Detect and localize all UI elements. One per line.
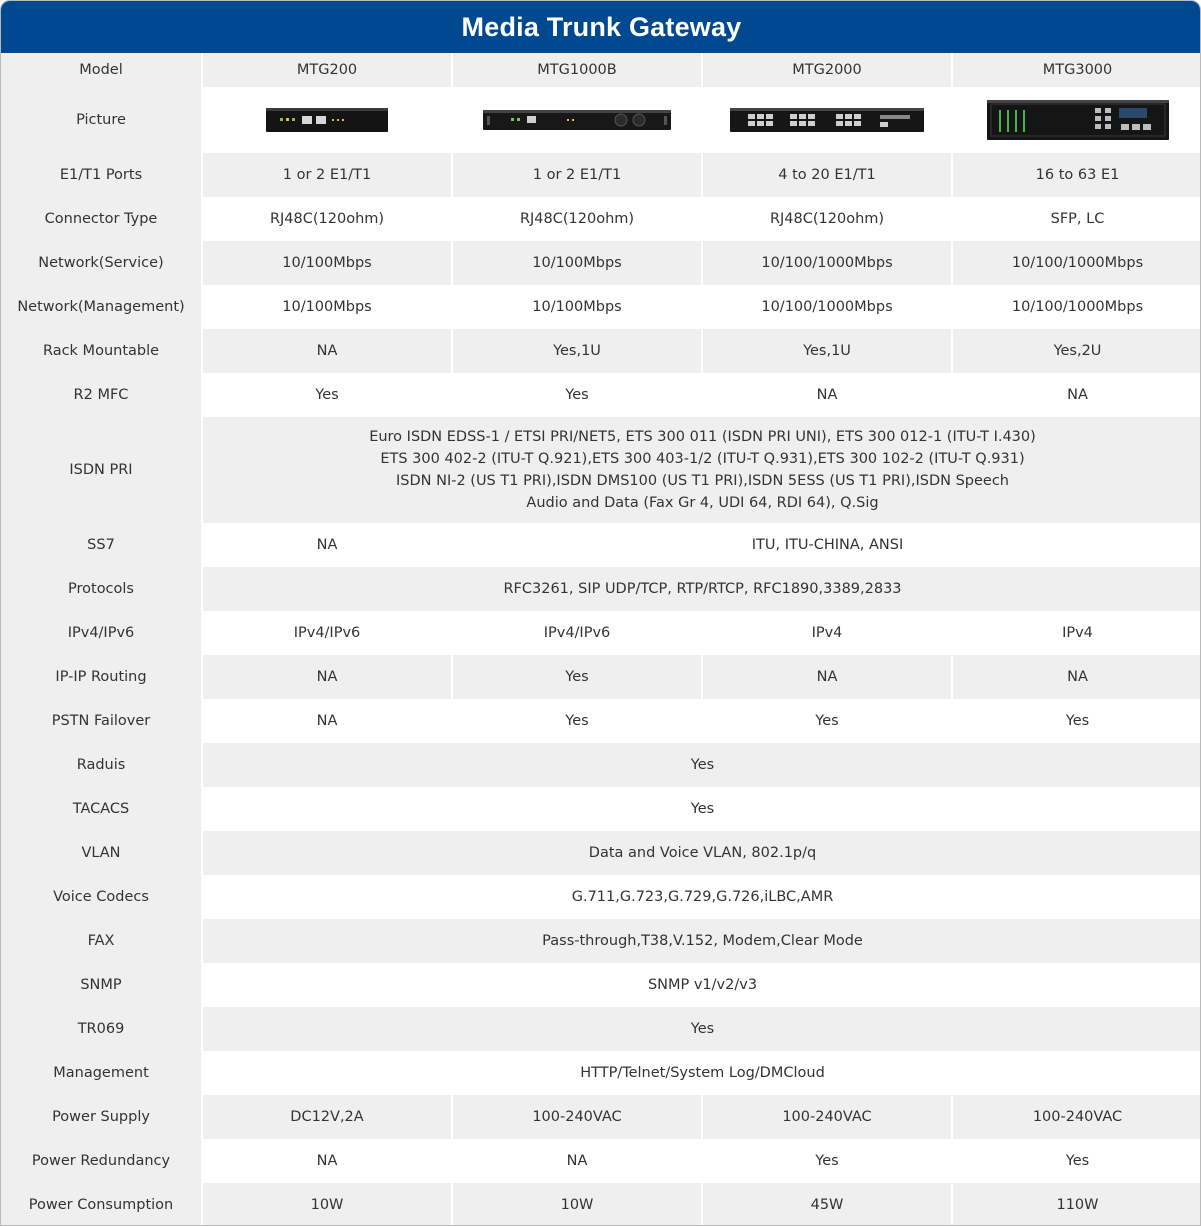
spec-row [1,197,1201,241]
spec-cell: Yes,2U [952,329,1201,373]
spec-row [1,373,1201,417]
spec-cell: Yes [202,787,1201,831]
row-label: Protocols [1,567,202,611]
spec-row [1,655,1201,699]
spec-cell: 10W [452,1183,702,1226]
row-label: IP-IP Routing [1,655,202,699]
spec-cell: G.711,G.723,G.729,G.726,iLBC,AMR [202,875,1201,919]
spec-line: ETS 300 402-2 (ITU-T Q.921),ETS 300 403-1/2 (ITU-T Q.931),ETS 300 102-2 (ITU-T Q.931) [380,451,1025,467]
gateway-device-image [987,100,1169,140]
device-picture-mtg200 [202,87,452,153]
spec-row [1,1007,1201,1051]
spec-row [1,919,1201,963]
spec-row [1,787,1201,831]
spec-row [1,743,1201,787]
spec-cell: Yes [702,699,952,743]
spec-cell: Yes [952,1139,1201,1183]
spec-table [1,53,1201,1226]
row-label: VLAN [1,831,202,875]
spec-cell: Pass-through,T38,V.152, Modem,Clear Mode [202,919,1201,963]
spec-cell: Yes [452,655,702,699]
row-label: Power Redundancy [1,1139,202,1183]
model-row [1,53,1201,87]
model-name-mtg1000b: MTG1000B [452,53,702,87]
spec-cell: 10/100Mbps [452,285,702,329]
spec-cell: 10/100Mbps [202,285,452,329]
spec-line: Audio and Data (Fax Gr 4, UDI 64, RDI 64), Q.Sig [526,495,879,511]
row-label: Raduis [1,743,202,787]
spec-cell [202,417,1201,523]
spec-row [1,153,1201,197]
spec-cell: RJ48C(120ohm) [452,197,702,241]
row-label: Rack Mountable [1,329,202,373]
spec-row [1,417,1201,523]
gateway-device-image [483,109,671,131]
spec-row [1,523,1201,567]
spec-row [1,611,1201,655]
spec-cell: 10/100Mbps [452,241,702,285]
spec-cell: NA [202,329,452,373]
spec-row [1,329,1201,373]
spec-cell: NA [952,373,1201,417]
spec-line: Euro ISDN EDSS-1 / ETSI PRI/NET5, ETS 300 011 (ISDN PRI UNI), ETS 300 012-1 (ITU-T I.430) [369,429,1036,445]
spec-cell: 45W [702,1183,952,1226]
spec-cell: Yes [202,1007,1201,1051]
row-label: IPv4/IPv6 [1,611,202,655]
spec-row [1,699,1201,743]
device-picture-mtg1000b [452,87,702,153]
spec-row [1,831,1201,875]
row-label: Connector Type [1,197,202,241]
spec-cell: 10/100/1000Mbps [952,241,1201,285]
spec-cell: NA [202,655,452,699]
row-label: Voice Codecs [1,875,202,919]
row-label: PSTN Failover [1,699,202,743]
spec-row [1,1051,1201,1095]
spec-row [1,567,1201,611]
spec-cell: 4 to 20 E1/T1 [702,153,952,197]
spec-cell: RJ48C(120ohm) [202,197,452,241]
spec-cell: 100-240VAC [702,1095,952,1139]
spec-cell: IPv4/IPv6 [452,611,702,655]
spec-cell: Yes [452,699,702,743]
spec-cell: SNMP v1/v2/v3 [202,963,1201,1007]
row-label: Power Consumption [1,1183,202,1226]
spec-line: ISDN NI-2 (US T1 PRI),ISDN DMS100 (US T1 PRI),ISDN 5ESS (US T1 PRI),ISDN Speech [396,473,1009,489]
spec-cell: Yes [202,373,452,417]
spec-cell: 110W [952,1183,1201,1226]
spec-cell: RFC3261, SIP UDP/TCP, RTP/RTCP, RFC1890,3389,2833 [202,567,1201,611]
spec-cell: 100-240VAC [952,1095,1201,1139]
spec-cell: Data and Voice VLAN, 802.1p/q [202,831,1201,875]
spec-cell: NA [702,373,952,417]
spec-cell: IPv4 [702,611,952,655]
row-label: Network(Service) [1,241,202,285]
spec-cell: Yes [702,1139,952,1183]
row-label: E1/T1 Ports [1,153,202,197]
spec-cell: 1 or 2 E1/T1 [202,153,452,197]
device-picture-mtg3000 [952,87,1201,153]
model-name-mtg3000: MTG3000 [952,53,1201,87]
row-label: FAX [1,919,202,963]
picture-row [1,87,1201,153]
spec-row [1,285,1201,329]
spec-cell: Yes [452,373,702,417]
spec-row [1,241,1201,285]
spec-cell: 16 to 63 E1 [952,153,1201,197]
spec-cell: 100-240VAC [452,1095,702,1139]
spec-cell: 10/100/1000Mbps [702,241,952,285]
row-label: Power Supply [1,1095,202,1139]
spec-cell: HTTP/Telnet/System Log/DMCloud [202,1051,1201,1095]
row-label: Model [1,53,202,87]
spec-cell: 10/100/1000Mbps [952,285,1201,329]
spec-cell: 10/100Mbps [202,241,452,285]
spec-row [1,1139,1201,1183]
spec-row [1,875,1201,919]
spec-cell: Yes,1U [702,329,952,373]
device-picture-mtg2000 [702,87,952,153]
gateway-device-image [730,107,924,133]
row-label: TACACS [1,787,202,831]
row-label: Picture [1,87,202,153]
row-label: TR069 [1,1007,202,1051]
spec-cell: Yes [952,699,1201,743]
gateway-device-image [266,107,388,133]
spec-cell: 10/100/1000Mbps [702,285,952,329]
spec-cell: IPv4 [952,611,1201,655]
spec-cell: DC12V,2A [202,1095,452,1139]
spec-cell: NA [202,699,452,743]
spec-cell: Yes,1U [452,329,702,373]
spec-row [1,1095,1201,1139]
model-name-mtg200: MTG200 [202,53,452,87]
row-label: Management [1,1051,202,1095]
spec-cell: 1 or 2 E1/T1 [452,153,702,197]
spec-cell: Yes [202,743,1201,787]
spec-cell: NA [452,1139,702,1183]
spec-cell: RJ48C(120ohm) [702,197,952,241]
row-label: Network(Management) [1,285,202,329]
spec-cell: ITU, ITU-CHINA, ANSI [452,523,1201,567]
spec-cell: SFP, LC [952,197,1201,241]
spec-cell: IPv4/IPv6 [202,611,452,655]
row-label: SNMP [1,963,202,1007]
spec-row [1,963,1201,1007]
row-label: SS7 [1,523,202,567]
spec-cell: NA [702,655,952,699]
spec-cell: NA [202,1139,452,1183]
spec-row [1,1183,1201,1226]
model-name-mtg2000: MTG2000 [702,53,952,87]
page-title: Media Trunk Gateway [1,1,1201,53]
spec-cell: NA [202,523,452,567]
row-label: ISDN PRI [1,417,202,523]
spec-cell: NA [952,655,1201,699]
spec-cell: 10W [202,1183,452,1226]
row-label: R2 MFC [1,373,202,417]
